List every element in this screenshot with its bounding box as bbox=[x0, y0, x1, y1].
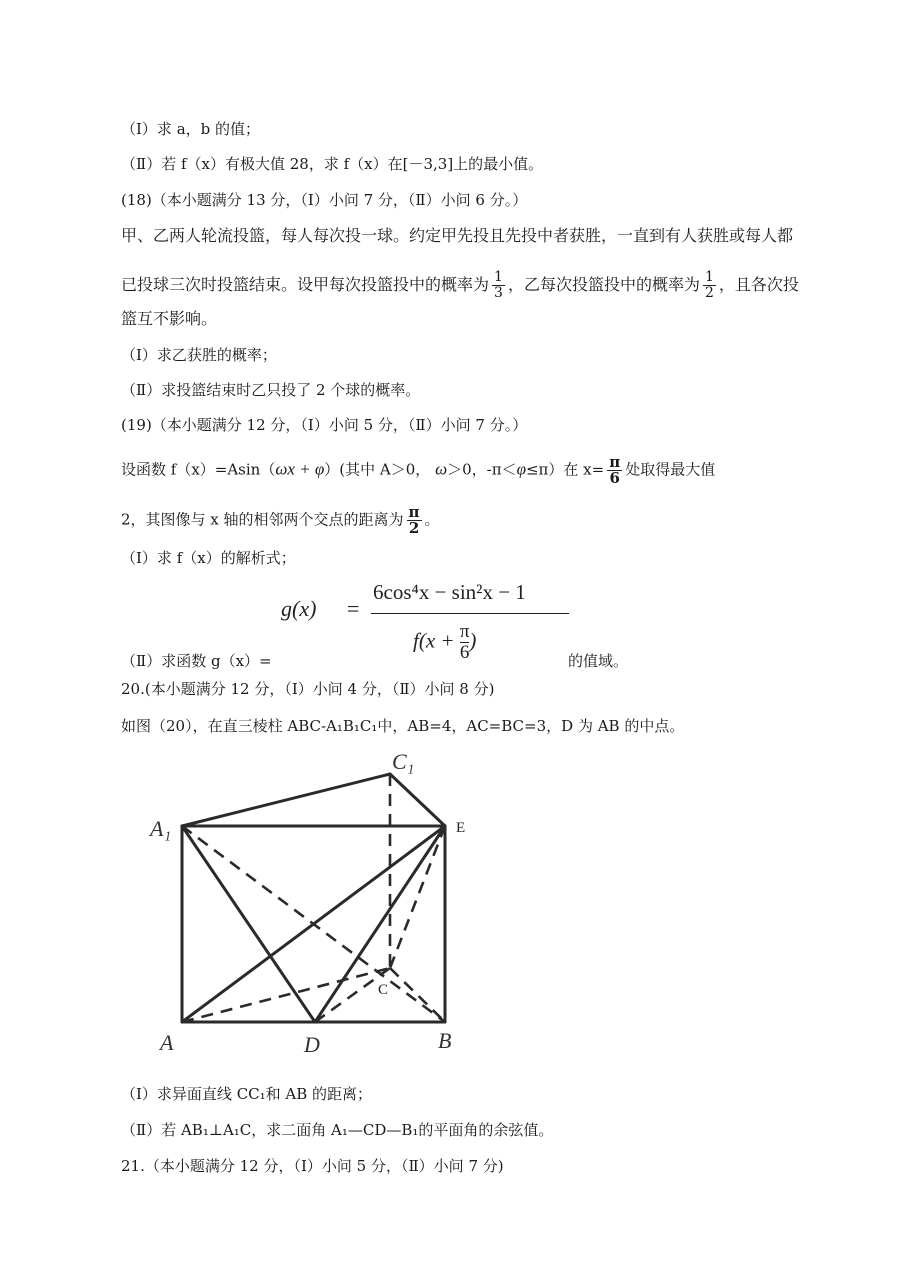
q20-intro: 如图（20），在直三棱柱 ABC-A₁B₁C₁中，AB=4，AC=BC=3，D 为 AB 的中点。 bbox=[121, 717, 685, 735]
fraction-numerator: π bbox=[609, 453, 621, 471]
fraction-numerator: π bbox=[459, 621, 470, 642]
fraction-one-third bbox=[492, 270, 505, 301]
q19-line1-e: 处取得最大值 bbox=[625, 460, 716, 479]
q19-omega: ω bbox=[435, 459, 448, 479]
q18-body-line2-a: 已投球三次时投篮结束。设甲每次投篮投中的概率为 bbox=[121, 275, 490, 294]
g-x-formula bbox=[281, 580, 581, 666]
q18-body-line2-b: ，乙每次投篮投中的概率为 bbox=[507, 275, 700, 294]
fraction-denominator: 3 bbox=[494, 285, 503, 301]
q19-header: (19)（本小题满分 12 分，（Ⅰ）小问 5 分，（Ⅱ）小问 7 分。） bbox=[121, 416, 528, 434]
q17-part2: （Ⅱ）若 f（x）有极大值 28，求 f（x）在[－3,3]上的最小值。 bbox=[121, 155, 544, 173]
label-a1: A₁ bbox=[150, 816, 172, 841]
edge-a-c-hidden bbox=[182, 968, 390, 1022]
fraction-numerator: 1 bbox=[704, 269, 714, 285]
fraction-one-half bbox=[703, 270, 716, 301]
q18-part2: （Ⅱ）求投篮结束时乙只投了 2 个球的概率。 bbox=[121, 381, 421, 399]
q19-phi: φ bbox=[516, 459, 526, 479]
q19-line2 bbox=[121, 505, 440, 536]
q20-part1: （Ⅰ）求异面直线 CC₁和 AB 的距离； bbox=[121, 1085, 373, 1103]
q18-body-line2-c: ，且各次投 bbox=[718, 275, 799, 294]
formula-denominator bbox=[413, 622, 476, 663]
q20-header: 20.(本小题满分 12 分，（Ⅰ）小问 4 分，（Ⅱ）小问 8 分) bbox=[121, 680, 495, 698]
label-c: C bbox=[378, 982, 389, 998]
label-c1: C₁ bbox=[392, 749, 415, 774]
q19-line1-c: ＞0，-π＜ bbox=[447, 460, 517, 479]
label-b: B bbox=[438, 1028, 452, 1053]
q19-line2-b: 。 bbox=[424, 510, 440, 529]
q18-body-line1: 甲、乙两人轮流投篮，每人每次投一球。约定甲先投且先投中者获胜，一直到有人获胜或每人都 bbox=[121, 226, 794, 245]
formula-den-a: f(x + bbox=[413, 628, 455, 653]
formula-den-fraction bbox=[460, 622, 470, 663]
q19-line1-d: ≤π）在 x= bbox=[525, 460, 605, 479]
fraction-numerator: π bbox=[408, 503, 420, 521]
q19-part2-prefix: （Ⅱ）求函数 g（x）= bbox=[121, 652, 272, 670]
q18-part1: （Ⅰ）求乙获胜的概率； bbox=[121, 346, 277, 364]
q19-line2-a: 2，其图像与 x 轴的相邻两个交点的距离为 bbox=[121, 510, 404, 529]
formula-fraction-bar bbox=[371, 613, 569, 614]
q18-body-line2 bbox=[121, 270, 799, 301]
q20-part2: （Ⅱ）若 AB₁⊥A₁C，求二面角 A₁—CD—B₁的平面角的余弦值。 bbox=[121, 1121, 554, 1139]
q19-part2-suffix: 的值域。 bbox=[568, 652, 629, 670]
fraction-denominator: 6 bbox=[459, 642, 470, 663]
edge-a1-d bbox=[182, 826, 315, 1022]
edge-c-b-hidden bbox=[390, 968, 445, 1022]
label-a: A bbox=[160, 1030, 174, 1055]
q18-body-line3: 篮互不影响。 bbox=[121, 309, 218, 328]
q17-part1: （Ⅰ）求 a，b 的值； bbox=[121, 120, 261, 138]
fraction-denominator: 2 bbox=[408, 519, 420, 537]
label-e: E bbox=[456, 820, 466, 836]
q19-line1-a: 设函数 f（x）=Asin（ bbox=[121, 460, 276, 479]
fraction-denominator: 6 bbox=[609, 469, 620, 487]
q19-expr-omega-x-phi: ωx + φ bbox=[275, 459, 325, 479]
q19-line1-b: ）(其中 A＞0， bbox=[324, 460, 431, 479]
fraction-pi-over-6 bbox=[607, 455, 622, 486]
edge-c1-e bbox=[390, 774, 445, 826]
q21-header: 21.（本小题满分 12 分，（Ⅰ）小问 5 分，（Ⅱ）小问 7 分) bbox=[121, 1157, 504, 1175]
formula-numerator: 6cos⁴x − sin²x − 1 bbox=[373, 580, 526, 604]
q19-line1 bbox=[121, 455, 715, 486]
q18-header: (18)（本小题满分 13 分，（Ⅰ）小问 7 分，（Ⅱ）小问 6 分。） bbox=[121, 191, 528, 209]
formula-equals: = bbox=[347, 596, 360, 621]
edge-a1-c1 bbox=[182, 774, 390, 826]
formula-lhs: g(x) bbox=[281, 596, 317, 621]
fraction-denominator: 2 bbox=[704, 285, 714, 301]
fraction-pi-over-2 bbox=[407, 505, 422, 536]
q19-part1: （Ⅰ）求 f（x）的解析式； bbox=[121, 549, 296, 567]
prism-figure bbox=[140, 742, 480, 1060]
label-d: D bbox=[304, 1032, 320, 1057]
fraction-numerator: 1 bbox=[494, 269, 503, 285]
formula-den-b: ) bbox=[469, 628, 477, 653]
